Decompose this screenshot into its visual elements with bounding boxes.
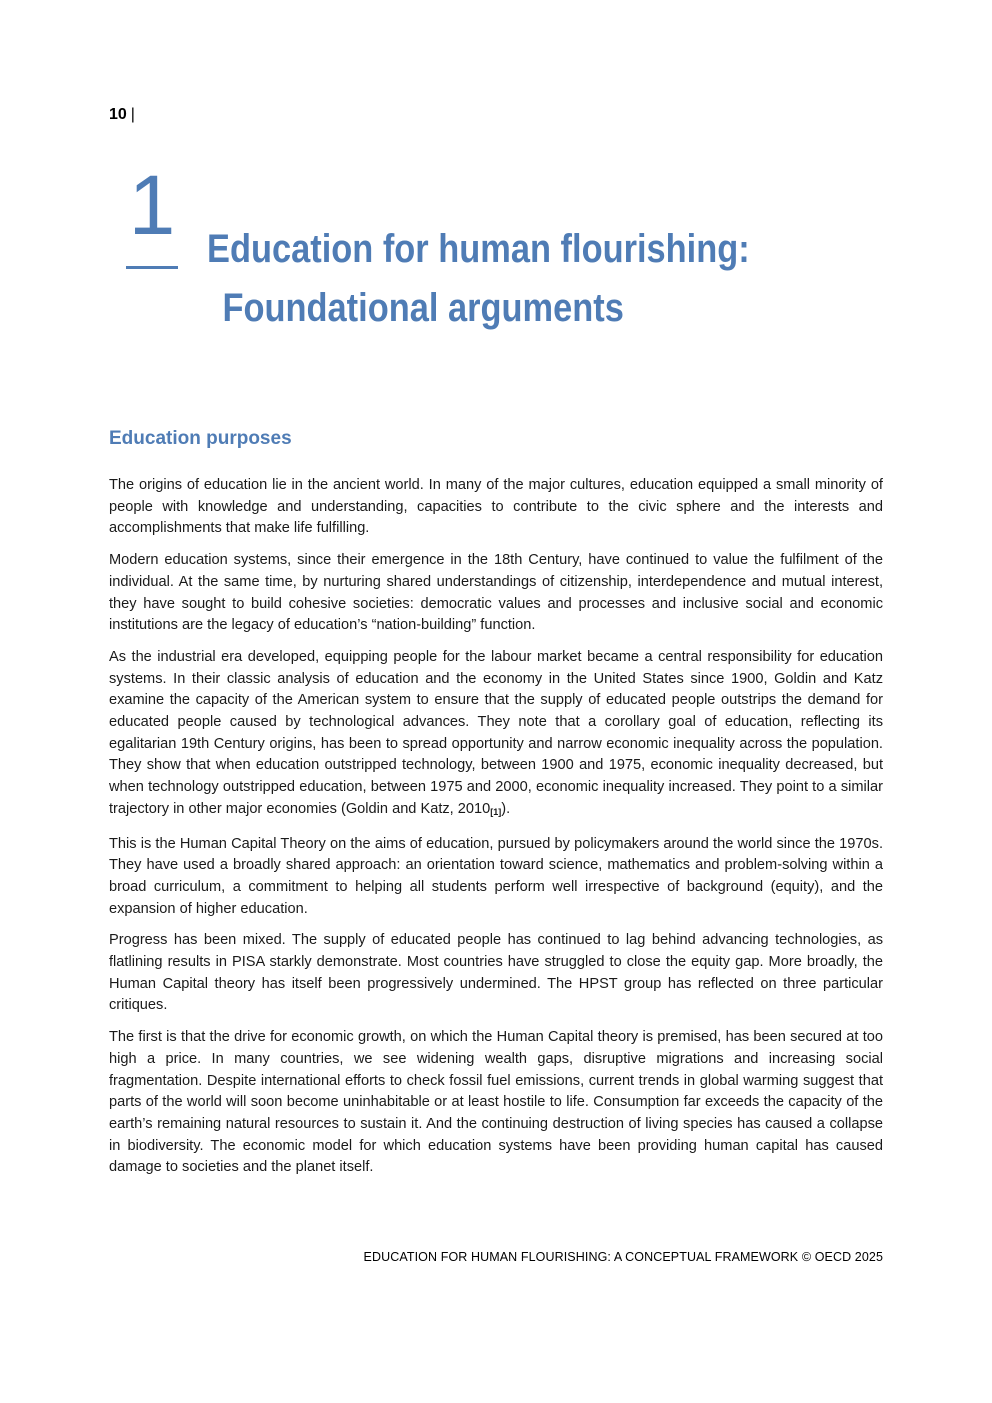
paragraph-3: As the industrial era developed, equipping people for the labour market became a central responsibility for education systems. In their classic analysis of education and the economy in the United States since 1900, Goldin and Katz examine the capacity of the American system to ensure that the supply of educated people outstrips the demand for educated people caused by technological advances. They note that a corollary goal of education, reflecting its egalitarian 19th Century origins, has been to spread opportunity and narrow economic inequality across the population. They show that when education outstripped technology, between 1900 and 1975, economic inequality decreased, but when technology outstripped education, between 1975 and 2000, economic inequality increased. They point to a similar trajectory in other major economies (Goldin and Katz, 2010[1]). <box>109 648 883 817</box>
page-footer: EDUCATION FOR HUMAN FLOURISHING: A CONCEPTUAL FRAMEWORK © OECD 2025 <box>363 1250 883 1264</box>
citation-reference[interactable]: [1] <box>490 806 502 817</box>
chapter-title <box>207 220 750 338</box>
page-number-value: 10 <box>109 106 127 123</box>
page-number-separator: | <box>130 106 135 123</box>
chapter-title-line-1: Education for human flourishing: <box>207 227 750 271</box>
paragraph-4: This is the Human Capital Theory on the aims of education, pursued by policymakers around the world since the 1970s. They have used a broadly shared approach: an orientation toward science, mathematics and problem-solving within a broad curriculum, a commitment to helping all students perform well irrespective of background (equity), and the expansion of higher education. <box>109 835 883 917</box>
paragraph-2: Modern education systems, since their emergence in the 18th Century, have continued to value the fulfilment of the individual. At the same time, by nurturing shared understandings of citizenship, interdependence and mutual interest, they have sought to build cohesive societies: democratic values and processes and inclusive social and economic institutions are the legacy of education’s “nation-building” function. <box>109 552 883 634</box>
section-heading: Education purposes <box>109 428 292 449</box>
page-number <box>109 106 135 124</box>
paragraph-6: The first is that the drive for economic growth, on which the Human Capital theory is premised, has been secured at too high a price. In many countries, we see widening wealth gaps, disruptive migrations and increasing social fragmentation. Despite international efforts to check fossil fuel emissions, current trends in global warming suggest that parts of the world will soon become uninhabitable or at least hostile to life. Consumption far exceeds the capacity of the earth’s remaining natural resources to sustain it. And the continuing destruction of living species has caused a collapse in biodiversity. The economic model for which education systems have been providing human capital has caused damage to societies and the planet itself. <box>109 1029 883 1176</box>
chapter-number-underline <box>126 266 178 269</box>
body-text <box>109 475 883 1189</box>
chapter-number: 1 <box>128 158 176 252</box>
chapter-title-line-2: Foundational arguments <box>222 286 624 330</box>
paragraph-1: The origins of education lie in the ancient world. In many of the major cultures, education equipped a small minority of people with knowledge and understanding, capacities to contribute to the civic sphere and the interests and accomplishments that make life fulfilling. <box>109 477 883 537</box>
paragraph-5: Progress has been mixed. The supply of educated people has continued to lag behind advancing technologies, as flatlining results in PISA starkly demonstrate. Most countries have struggled to close the equity gap. More broadly, the Human Capital theory has itself been progressively undermined. The HPST group has reflected on three particular critiques. <box>109 932 883 1014</box>
